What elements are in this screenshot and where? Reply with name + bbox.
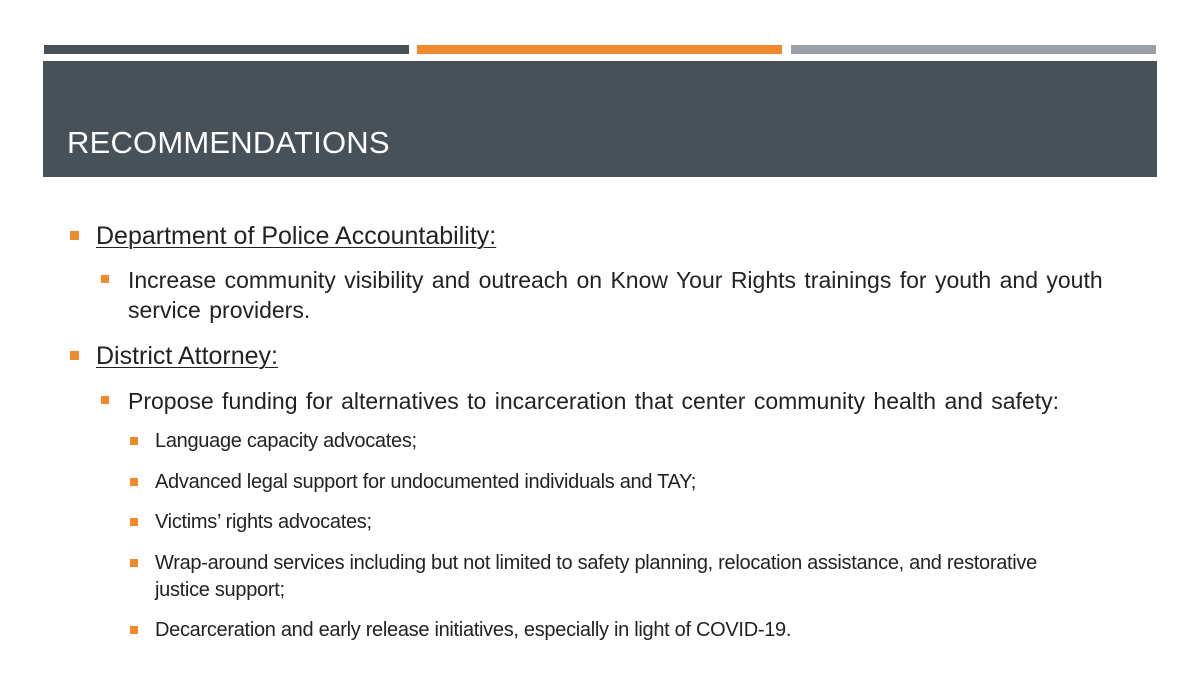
square-bullet-icon bbox=[130, 437, 138, 445]
list-item-text: Increase community visibility and outreach on Know Your Rights trainings for youth and youth service providers. bbox=[128, 267, 1103, 323]
sub-item-decarceration bbox=[130, 617, 1090, 644]
list-item-text: Propose funding for alternatives to incarceration that center community health and safety: bbox=[128, 388, 1060, 414]
square-bullet-icon bbox=[70, 351, 79, 360]
section-heading-police-accountability bbox=[70, 221, 496, 251]
square-bullet-icon bbox=[130, 478, 138, 486]
square-bullet-icon bbox=[130, 559, 138, 567]
sub-item-text: Victims’ rights advocates; bbox=[155, 511, 372, 533]
sub-item-text: Wrap-around services including but not limited to safety planning, relocation assistance, and restorative justice support; bbox=[155, 552, 1037, 601]
sub-item-text: Advanced legal support for undocumented individuals and TAY; bbox=[155, 471, 697, 493]
sub-item-legal-support bbox=[130, 469, 1090, 496]
square-bullet-icon bbox=[70, 231, 79, 240]
sub-item-text: Decarceration and early release initiatives, especially in light of COVID-19. bbox=[155, 619, 792, 641]
sub-item-wrap-around-services bbox=[130, 550, 1090, 604]
section-heading-text: Department of Police Accountability: bbox=[96, 222, 497, 250]
section-heading-district-attorney bbox=[70, 341, 278, 371]
square-bullet-icon bbox=[130, 518, 138, 526]
square-bullet-icon bbox=[101, 396, 109, 404]
sub-item-language-capacity bbox=[130, 428, 1090, 455]
list-item-propose-funding bbox=[101, 386, 1121, 416]
section-heading-text: District Attorney: bbox=[96, 342, 278, 370]
sub-item-text: Language capacity advocates; bbox=[155, 430, 417, 452]
square-bullet-icon bbox=[130, 626, 138, 634]
slide-title: RECOMMENDATIONS bbox=[67, 125, 390, 160]
sub-item-victims-rights bbox=[130, 509, 1090, 536]
square-bullet-icon bbox=[101, 275, 109, 283]
list-item-know-your-rights bbox=[101, 265, 1121, 325]
